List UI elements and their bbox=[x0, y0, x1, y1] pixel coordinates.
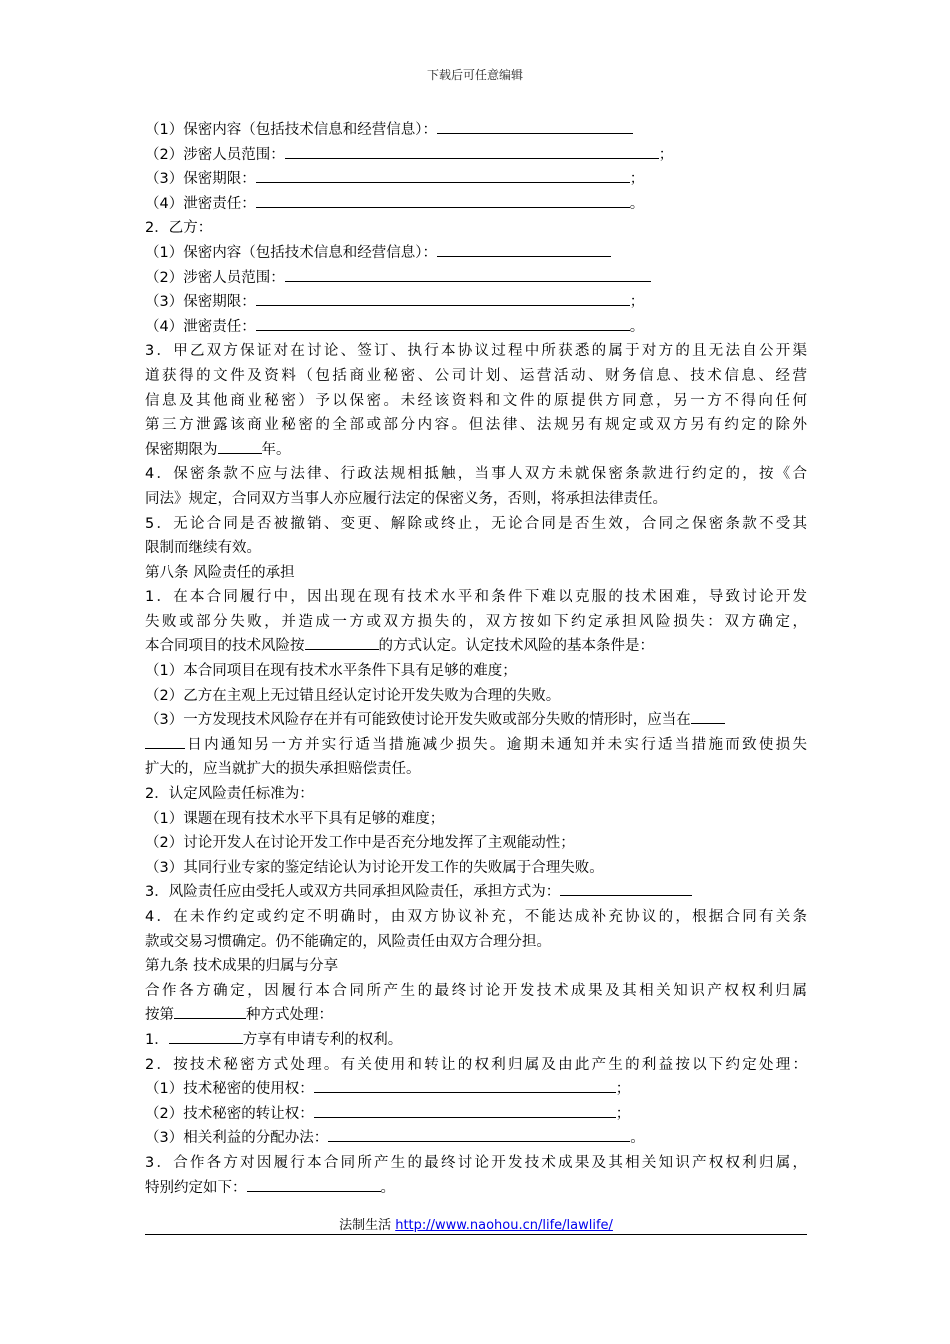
document-body bbox=[145, 118, 807, 1200]
line-text: （3）保密期限： bbox=[145, 294, 256, 311]
fill-in-blank[interactable] bbox=[437, 242, 611, 257]
line-text: （4）泄密责任： bbox=[145, 195, 256, 212]
line-text: 扩大的，应当就扩大的损失承担赔偿责任。 bbox=[145, 761, 421, 778]
text-line bbox=[145, 979, 807, 1004]
line-text: （3）其同行业专家的鉴定结论认为讨论开发工作的失败属于合理失败。 bbox=[145, 859, 604, 876]
line-text: （2）乙方在主观上无过错且经认定讨论开发失败为合理的失败。 bbox=[145, 687, 561, 704]
text-line bbox=[145, 757, 807, 782]
fill-in-blank[interactable] bbox=[174, 1004, 246, 1019]
line-text: 4．保密条款不应与法律、行政法规相抵触，当事人双方未就保密条款进行约定的，按《合 bbox=[145, 466, 807, 483]
text-line bbox=[145, 905, 807, 930]
text-line bbox=[145, 512, 807, 537]
line-text: 2．乙方： bbox=[145, 220, 213, 237]
fill-in-blank[interactable] bbox=[145, 734, 185, 749]
line-text: 同法》规定，合同双方当事人亦应履行法定的保密义务，否则，将承担法律责任。 bbox=[145, 490, 667, 507]
line-text-end: 。 bbox=[380, 1179, 395, 1196]
line-text-end: 日内通知另一方并实行适当措施减少损失。逾期未通知并未实行适当措施而致使损失 bbox=[185, 736, 807, 753]
text-line bbox=[145, 659, 807, 684]
text-line bbox=[145, 733, 807, 758]
text-line bbox=[145, 339, 807, 364]
line-text: （1）保密内容（包括技术信息和经营信息）： bbox=[145, 122, 437, 138]
line-text: 信息及其他商业秘密）予以保密。未经该资料和文件的原提供方同意，另一方不得向任何 bbox=[145, 392, 807, 409]
line-text: （3）保密期限： bbox=[145, 171, 256, 188]
line-text: 特别约定如下： bbox=[145, 1179, 247, 1196]
text-line bbox=[145, 954, 807, 979]
text-line bbox=[145, 1151, 807, 1176]
fill-in-blank[interactable] bbox=[256, 291, 630, 306]
fill-in-blank[interactable] bbox=[560, 881, 692, 896]
footer-label: 法制生活 bbox=[339, 1218, 392, 1233]
line-text: 2．认定风险责任标准为： bbox=[145, 786, 314, 803]
line-text: 2．按技术秘密方式处理。有关使用和转让的权利归属及由此产生的利益按以下约定处理： bbox=[145, 1056, 807, 1073]
line-text: （1）本合同项目在现有技术水平条件下具有足够的难度； bbox=[145, 663, 517, 680]
footer-link[interactable]: http://www.naohou.cn/life/lawlife/ bbox=[395, 1218, 613, 1233]
line-text-end: ； bbox=[658, 146, 674, 163]
fill-in-blank[interactable] bbox=[218, 439, 262, 454]
fill-in-blank[interactable] bbox=[247, 1177, 381, 1192]
line-text-end: 年。 bbox=[261, 441, 291, 458]
text-line bbox=[145, 807, 807, 832]
text-line bbox=[145, 118, 807, 143]
text-line bbox=[145, 1003, 807, 1028]
line-text: 合作各方确定，因履行本合同所产生的最终讨论开发技术成果及其相关知识产权权利归属 bbox=[145, 982, 807, 999]
text-line bbox=[145, 536, 807, 561]
text-line bbox=[145, 1176, 807, 1201]
text-line bbox=[145, 216, 807, 241]
text-line bbox=[145, 462, 807, 487]
fill-in-blank[interactable] bbox=[437, 119, 633, 134]
line-text: 本合同项目的技术风险按 bbox=[145, 638, 305, 655]
fill-in-blank[interactable] bbox=[169, 1029, 243, 1044]
text-line bbox=[145, 1028, 807, 1053]
line-text: 失败或部分失败，并造成一方或双方损失的，双方按如下约定承担风险损失：双方确定， bbox=[145, 613, 807, 630]
text-line bbox=[145, 930, 807, 955]
line-text: （2）技术秘密的转让权： bbox=[145, 1105, 314, 1122]
line-text-end: ； bbox=[629, 171, 645, 188]
fill-in-blank[interactable] bbox=[256, 193, 630, 208]
line-text: 3．合作各方对因履行本合同所产生的最终讨论开发技术成果及其相关知识产权权利归属， bbox=[145, 1154, 807, 1171]
page-footer bbox=[145, 1214, 807, 1233]
line-text: 第九条 技术成果的归属与分享 bbox=[145, 958, 339, 975]
fill-in-blank[interactable] bbox=[691, 709, 725, 724]
text-line bbox=[145, 290, 807, 315]
line-text: 按第 bbox=[145, 1007, 174, 1024]
line-text-end: 。 bbox=[629, 318, 645, 335]
text-line bbox=[145, 1126, 807, 1151]
text-line bbox=[145, 634, 807, 659]
line-text-end: 。 bbox=[630, 1130, 645, 1147]
text-line bbox=[145, 315, 807, 340]
line-text: 款或交易习惯确定。仍不能确定的，风险责任由双方合理分担。 bbox=[145, 933, 551, 950]
line-text: 第八条 风险责任的承担 bbox=[145, 564, 295, 581]
line-text: 第三方泄露该商业秘密的全部或部分内容。但法律、法规另有规定或双方另有约定的除外 bbox=[145, 417, 807, 434]
line-text-end: ； bbox=[615, 1081, 631, 1098]
text-line bbox=[145, 585, 807, 610]
line-text: （2）讨论开发人在讨论开发工作中是否充分地发挥了主观能动性； bbox=[145, 835, 575, 852]
text-line bbox=[145, 266, 807, 291]
line-text: 1． bbox=[145, 1031, 169, 1048]
line-text: 5．无论合同是否被撤销、变更、解除或终止，无论合同是否生效，合同之保密条款不受其 bbox=[145, 515, 807, 532]
line-text: （3）相关利益的分配办法： bbox=[145, 1130, 329, 1147]
text-line bbox=[145, 1102, 807, 1127]
fill-in-blank[interactable] bbox=[285, 267, 651, 282]
text-line bbox=[145, 1053, 807, 1078]
line-text: 限制而继续有效。 bbox=[145, 540, 261, 557]
fill-in-blank[interactable] bbox=[256, 316, 630, 331]
fill-in-blank[interactable] bbox=[328, 1127, 630, 1142]
text-line bbox=[145, 167, 807, 192]
fill-in-blank[interactable] bbox=[314, 1103, 616, 1118]
line-text: （1）技术秘密的使用权： bbox=[145, 1081, 314, 1098]
line-text: 1．在本合同履行中，因出现在现有技术水平和条件下难以克服的技术困难，导致讨论开发 bbox=[145, 589, 807, 606]
text-line bbox=[145, 684, 807, 709]
line-text-end: ； bbox=[615, 1105, 631, 1122]
line-text: （1）保密内容（包括技术信息和经营信息）： bbox=[145, 244, 437, 261]
text-line bbox=[145, 241, 807, 266]
text-line bbox=[145, 561, 807, 586]
line-text: （3）一方发现技术风险存在并有可能致使讨论开发失败或部分失败的情形时，应当在 bbox=[145, 712, 691, 729]
text-line bbox=[145, 487, 807, 512]
fill-in-blank[interactable] bbox=[256, 168, 630, 183]
text-line bbox=[145, 782, 807, 807]
page-header: 下载后可任意编辑 bbox=[426, 68, 523, 82]
line-text: 保密期限为 bbox=[145, 441, 218, 458]
text-line bbox=[145, 1077, 807, 1102]
text-line bbox=[145, 143, 807, 168]
line-text-end: 方享有申请专利的权利。 bbox=[242, 1031, 403, 1048]
text-line bbox=[145, 856, 807, 881]
line-text: 4．在未作约定或约定不明确时，由双方协议补充，不能达成补充协议的，根据合同有关条 bbox=[145, 909, 807, 925]
line-text: （4）泄密责任： bbox=[145, 318, 256, 335]
line-text-end: 。 bbox=[629, 195, 645, 212]
text-line bbox=[145, 192, 807, 217]
line-text: 道获得的文件及资料（包括商业秘密、公司计划、运营活动、财务信息、技术信息、经营 bbox=[145, 367, 807, 384]
line-text: （1）课题在现有技术水平下具有足够的难度； bbox=[145, 810, 445, 827]
text-line bbox=[145, 831, 807, 856]
text-line bbox=[145, 389, 807, 414]
line-text-end: 的方式认定。认定技术风险的基本条件是： bbox=[378, 638, 654, 655]
text-line bbox=[145, 413, 807, 438]
text-line bbox=[145, 708, 807, 733]
line-text-end: 种方式处理： bbox=[246, 1007, 333, 1024]
fill-in-blank[interactable] bbox=[305, 635, 379, 650]
text-line bbox=[145, 610, 807, 635]
line-text: 3．甲乙双方保证对在讨论、签订、执行本协议过程中所获悉的属于对方的且无法自公开渠 bbox=[145, 343, 807, 360]
line-text-end: ； bbox=[629, 294, 645, 311]
fill-in-blank[interactable] bbox=[314, 1078, 616, 1093]
fill-in-blank[interactable] bbox=[285, 144, 659, 159]
line-text: （2）涉密人员范围： bbox=[145, 146, 285, 163]
footer-divider bbox=[145, 1234, 807, 1235]
line-text: （2）涉密人员范围： bbox=[145, 269, 285, 286]
text-line bbox=[145, 438, 807, 463]
text-line bbox=[145, 364, 807, 389]
text-line bbox=[145, 880, 807, 905]
line-text: 3．风险责任应由受托人或双方共同承担风险责任，承担方式为： bbox=[145, 884, 561, 901]
